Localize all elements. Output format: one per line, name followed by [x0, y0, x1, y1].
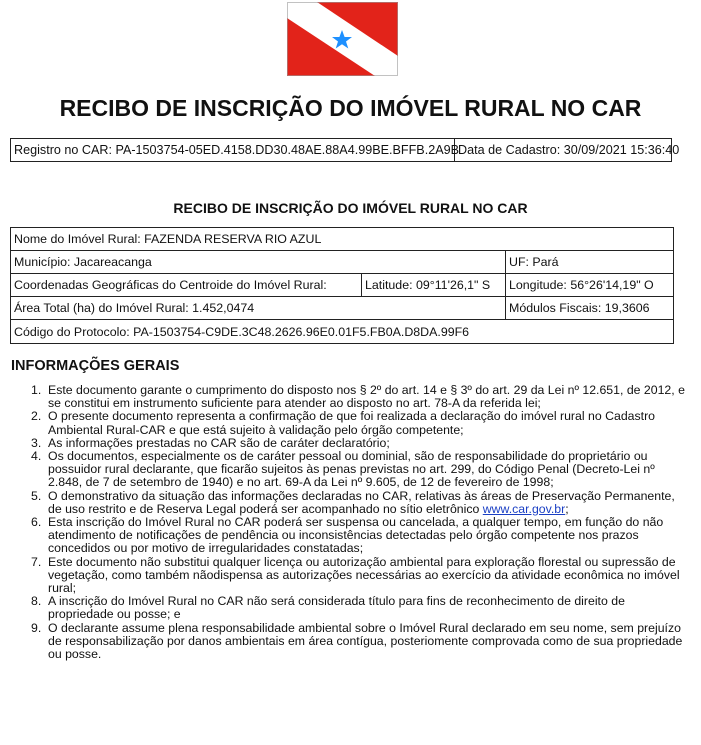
registro-car: Registro no CAR: PA-1503754-05ED.4158.DD30.48AE.88A4.99BE.BFFB.2A9B	[11, 139, 455, 161]
data-cadastro: Data de Cadastro: 30/09/2021 15:36:40	[458, 143, 680, 157]
municipio: Município: Jacareacanga	[11, 251, 506, 273]
list-item: 6. Esta inscrição do Imóvel Rural no CAR poderá ser suspensa ou cancelada, a qualquer tempo, em função do não atendimento de notificações de pendência ou inconsistências detectadas pelo órgão competente nos prazos concedidos ou por motivo de irregularidades constatadas;	[31, 515, 664, 556]
registration-table	[10, 138, 680, 162]
list-item: 1. Este documento garante o cumprimento do disposto nos § 2º do art. 14 e § 3º do art. 29 da Lei nº 12.651, de 2012, e se constitui em instrumento suficiente para atender ao disposto no art. 78-A da referida lei;	[31, 383, 685, 411]
table-row	[11, 251, 673, 274]
list-item: 7. Este documento não substitui qualquer licença ou autorização ambiental para exploração florestal ou supressão de vegetação, como também nãodispensa as autorizações necessárias ao exercício da atividade econômica no imóvel rural;	[31, 554, 680, 596]
area-total: Área Total (ha) do Imóvel Rural: 1.452,0474	[11, 297, 506, 319]
nome-imovel: Nome do Imóvel Rural: FAZENDA RESERVA RIO AZUL	[14, 232, 322, 246]
table-row	[11, 320, 673, 343]
para-flag-icon	[287, 2, 398, 76]
table-row	[11, 228, 673, 251]
receipt-subtitle: RECIBO DE INSCRIÇÃO DO IMÓVEL RURAL NO CAR	[173, 200, 528, 216]
list-item: 2. O presente documento representa a confirmação de que foi realizada a declaração do imóvel rural no Cadastro Ambiental Rural-CAR e que está sujeito à validação pelo órgão competente;	[31, 409, 655, 437]
list-item: 4. Os documentos, especialmente os de caráter pessoal ou dominial, são de responsabilidade do proprietário ou possuidor rural declarante, que ficarão sujeitos às penas previstas no art. 299, do Código Penal (Decreto-Lei nº 2.848, de 7 de setembro de 1940) e no art. 69-A da Lei nº 9.605, de 12 de fevereiro de 1998;	[31, 449, 655, 490]
list-item: 8. A inscrição do Imóvel Rural no CAR não será considerada título para fins de reconhecimento de direito de propriedade ou posse; e	[31, 594, 625, 622]
longitude: Longitude: 56°26'14,19" O	[509, 278, 654, 292]
property-info-table	[10, 227, 674, 344]
list-item: 3. As informações prestadas no CAR são de caráter declaratório;	[31, 435, 390, 450]
coordenadas-label: Coordenadas Geográficas do Centroide do Imóvel Rural:	[11, 274, 362, 296]
latitude: Latitude: 09°11'26,1" S	[362, 274, 506, 296]
list-item: 9. O declarante assume plena responsabilidade ambiental sobre o Imóvel Rural declarado em seu nome, sem prejuízo de responsabilização por danos ambientais em área contígua, posteriomente comprovada como de sua propriedade ou posse.	[31, 620, 683, 662]
general-info-title: INFORMAÇÕES GERAIS	[11, 358, 180, 374]
list-item: 5. O demonstrativo da situação das informações declaradas no CAR, relativas às áreas de Preservação Permanente, de uso restrito e de Reserva Legal poderá ser acompanhado no sítio eletrônico www.car.gov.br;	[31, 488, 675, 516]
table-row	[11, 274, 673, 297]
codigo-protocolo: Código do Protocolo: PA-1503754-C9DE.3C48.2626.96E0.01F5.FB0A.D8DA.99F6	[14, 324, 470, 339]
modulos-fiscais: Módulos Fiscais: 19,3606	[509, 301, 650, 315]
general-info-list	[31, 383, 688, 662]
car-website-link[interactable]: www.car.gov.br	[482, 501, 566, 516]
uf: UF: Pará	[509, 255, 559, 269]
page-title: RECIBO DE INSCRIÇÃO DO IMÓVEL RURAL NO CAR	[59, 95, 642, 121]
table-row	[11, 297, 673, 320]
